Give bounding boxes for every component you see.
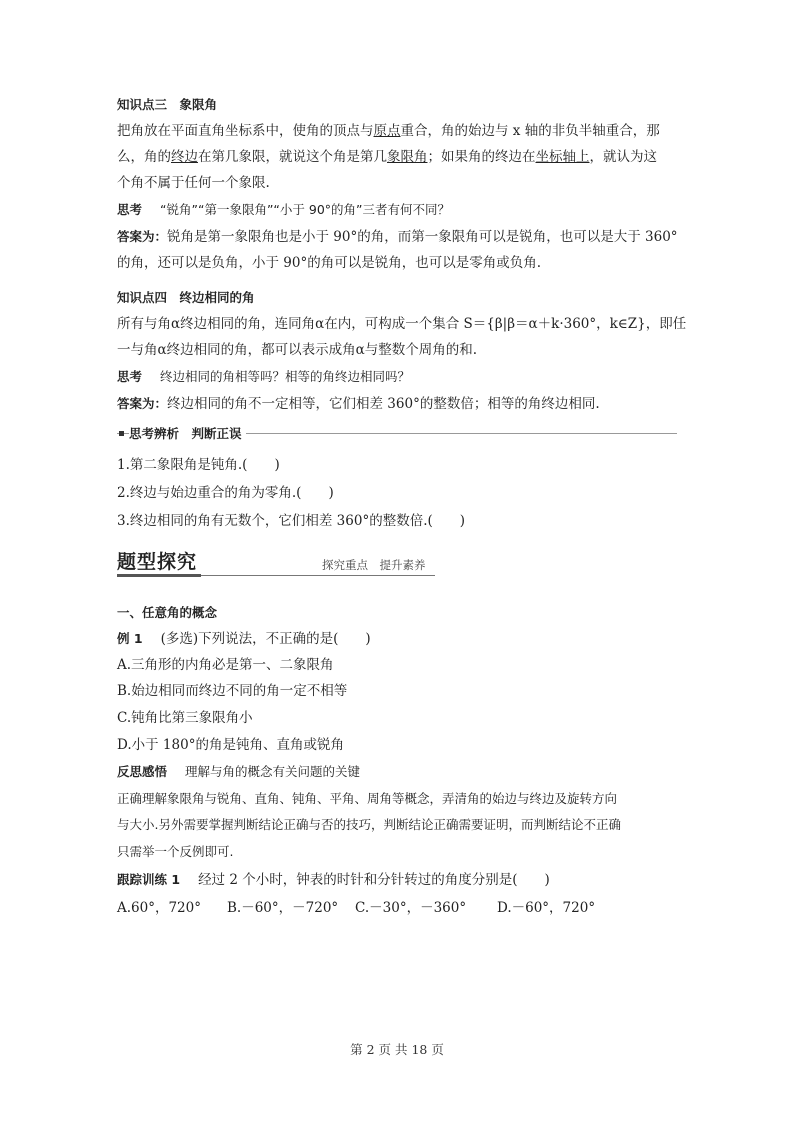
example-1: 例 1 (多选)下列说法，不正确的是( ) (117, 631, 371, 647)
section-subtitle: 探究重点 提升素养 (322, 558, 426, 572)
option-d: D.小于 180°的角是钝角、直角或锐角 (117, 737, 344, 753)
train-option-b: B.－60°，－720° (227, 900, 339, 916)
train-1: 跟踪训练 1 经过 2 个小时，钟表的时针和分针转过的角度分别是( ) (117, 872, 550, 888)
reflect-line-3: 只需举一个反例即可. (117, 844, 234, 859)
judge-item-2: 2.终边与始边重合的角为零角.( ) (117, 485, 334, 501)
kp3-answer-line-2: 的角，还可以是负角，小于 90°的角可以是锐角，也可以是零角或负角. (117, 255, 542, 271)
option-c: C.钝角比第三象限角小 (117, 710, 253, 726)
part1-title: 一、任意角的概念 (117, 605, 218, 620)
reflect-line-1: 正确理解象限角与锐角、直角、钝角、平角、周角等概念，弄清角的始边与终边及旋转方向 (117, 791, 618, 806)
kp4-title: 知识点四 终边相同的角 (117, 290, 255, 305)
train-option-a: A.60°，720° (117, 900, 201, 916)
kp3-paragraph-line-2: 么，角的终边在第几象限，就说这个角是第几象限角；如果角的终边在坐标轴上，就认为这 (117, 149, 657, 165)
kp3-think: 思考 “锐角”“第一象限角”“小于 90°的角”三者有何不同？ (117, 202, 451, 217)
train-options (117, 898, 595, 918)
kp3-paragraph-line-1: 把角放在平面直角坐标系中，使角的顶点与原点重合，角的始边与 x 轴的非负半轴重合，那 (117, 123, 660, 139)
kp3-title: 知识点三 象限角 (117, 97, 218, 112)
blank-axis: 坐标轴上 (535, 149, 590, 165)
option-a: A.三角形的内角必是第一、二象限角 (117, 657, 334, 673)
kp3-answer-line-1: 答案为：锐角是第一象限角也是小于 90°的角，而第一象限角可以是锐角，也可以是大于 360° (117, 229, 678, 245)
blank-terminal-side: 终边 (171, 149, 198, 165)
judge-label: 思考辨析 判断正误 (129, 424, 246, 444)
train-option-d: D.－60°，720° (497, 900, 596, 916)
kp4-paragraph-line-2: 一与角α终边相同的角，都可以表示成角α与整数个周角的和. (117, 342, 478, 358)
judge-item-1: 1.第二象限角是钝角.( ) (117, 457, 280, 473)
blank-origin: 原点 (373, 123, 401, 139)
train-option-c: C.－30°，－360° (355, 900, 467, 916)
reflect-line-2: 与大小.另外需要掌握判断结论正确与否的技巧，判断结论正确需要证明，而判断结论不正确 (117, 817, 621, 832)
kp4-paragraph-line-1: 所有与角α终边相同的角，连同角α在内，可构成一个集合 S＝{β|β＝α＋k·360°，k∈Z}，即任 (117, 316, 687, 332)
section-rule-accent (117, 574, 201, 577)
reflect-heading: 反思感悟 理解与角的概念有关问题的关键 (117, 764, 361, 779)
square-bullet-icon (119, 431, 124, 436)
page-footer: 第 2 页 共 18 页 (350, 1042, 444, 1057)
option-b: B.始边相同而终边不同的角一定不相等 (117, 683, 348, 699)
section-title: 题型探究 (117, 551, 198, 573)
kp3-paragraph-line-3: 个角不属于任何一个象限. (117, 175, 270, 191)
blank-quadrant-angle: 象限角 (387, 149, 428, 165)
judge-divider (117, 424, 677, 444)
section-header (117, 549, 435, 579)
judge-item-3: 3.终边相同的角有无数个，它们相差 360°的整数倍.( ) (117, 513, 466, 529)
kp4-answer: 答案为：终边相同的角不一定相等，它们相差 360°的整数倍；相等的角终边相同. (117, 396, 600, 412)
kp4-think: 思考 终边相同的角相等吗？相等的角终边相同吗？ (117, 369, 411, 384)
